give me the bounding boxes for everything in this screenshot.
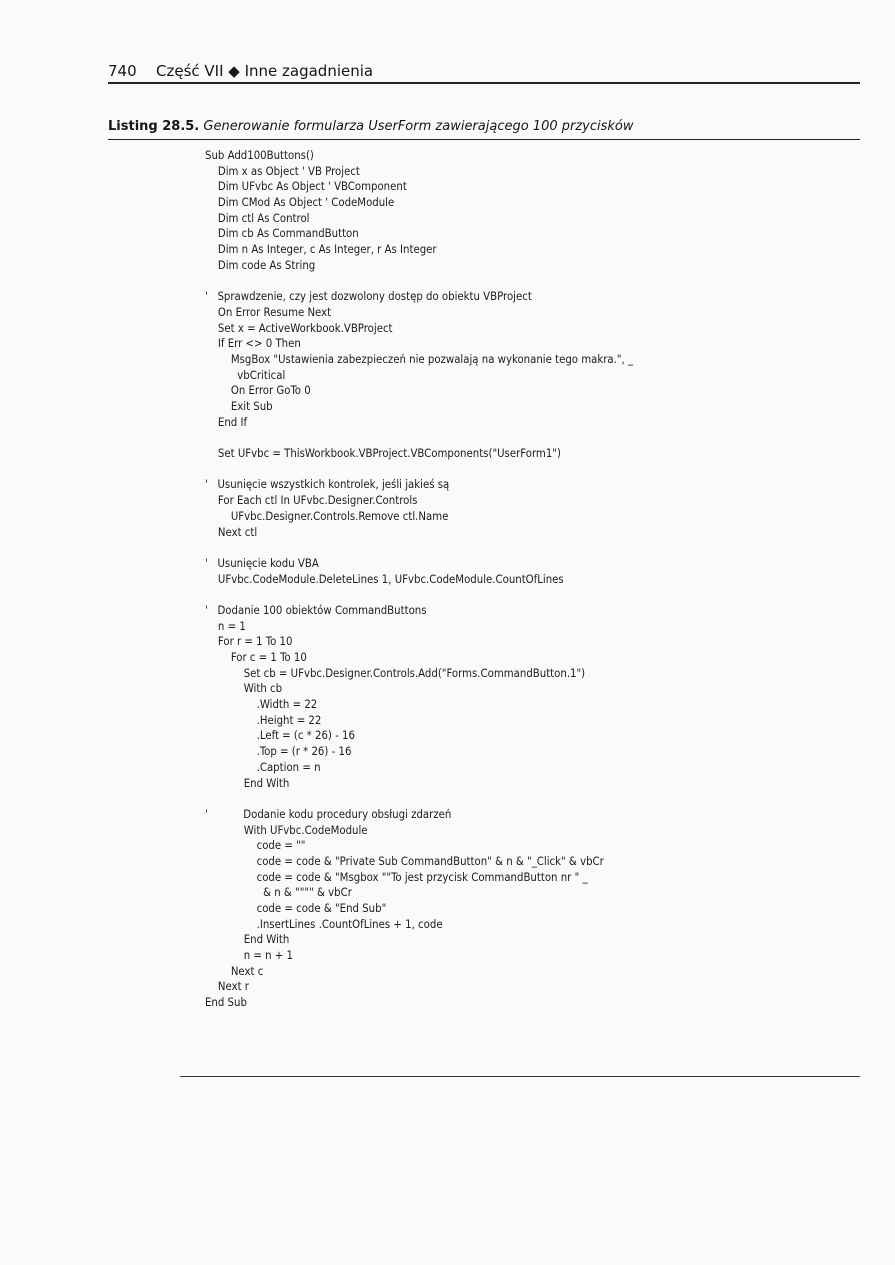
code-line: Dim code As String xyxy=(205,258,316,272)
code-line xyxy=(205,462,633,478)
code-line xyxy=(205,587,633,603)
code-line: .InsertLines .CountOfLines + 1, code xyxy=(205,917,443,931)
code-line: .Left = (c * 26) - 16 xyxy=(205,729,355,743)
code-line: code = code & "Private Sub CommandButton" & n & "_Click" & vbCr xyxy=(205,854,604,868)
code-line: Next r xyxy=(205,980,249,994)
code-line: End If xyxy=(205,415,248,429)
code-line: UFvbc.Designer.Controls.Remove ctl.Name xyxy=(205,509,449,523)
code-line: On Error GoTo 0 xyxy=(205,384,311,398)
code-line: UFvbc.CodeModule.DeleteLines 1, UFvbc.CodeModule.CountOfLines xyxy=(205,572,564,586)
listing-label: Listing 28.5. xyxy=(108,119,200,134)
code-line: ' Dodanie 100 obiektów CommandButtons xyxy=(205,603,427,617)
code-line: If Err <> 0 Then xyxy=(205,337,301,351)
code-line: Dim UFvbc As Object ' VBComponent xyxy=(205,180,407,194)
running-title: Część VII ◆ Inne zagadnienia xyxy=(156,62,374,80)
listing-end-rule xyxy=(180,1076,860,1077)
code-line xyxy=(205,274,633,290)
code-line: Next ctl xyxy=(205,525,258,539)
code-line xyxy=(205,540,633,556)
code-line: Set cb = UFvbc.Designer.Controls.Add("Forms.CommandButton.1") xyxy=(205,666,586,680)
code-line: ' Usunięcie kodu VBA xyxy=(205,556,319,570)
listing-caption xyxy=(108,119,860,134)
code-line: Dim CMod As Object ' CodeModule xyxy=(205,196,395,210)
code-line: Dim cb As CommandButton xyxy=(205,227,359,241)
code-line: Next c xyxy=(205,964,264,978)
caption-rule xyxy=(108,139,860,140)
code-line: End With xyxy=(205,933,290,947)
code-line: For c = 1 To 10 xyxy=(205,651,307,664)
code-line xyxy=(205,791,633,807)
code-line: & n & """" & vbCr xyxy=(205,886,352,900)
code-line: MsgBox "Ustawienia zabezpieczeń nie pozwalają na wykonanie tego makra.", _ xyxy=(205,352,634,366)
code-line: .Caption = n xyxy=(205,760,321,774)
code-line: On Error Resume Next xyxy=(205,305,332,319)
code-line: Sub Add100Buttons() xyxy=(205,149,314,162)
code-line: ' Usunięcie wszystkich kontrolek, jeśli jakieś są xyxy=(205,478,450,492)
page-number: 740 xyxy=(108,62,137,80)
code-line: Exit Sub xyxy=(205,400,273,413)
code-line: End With xyxy=(205,776,290,790)
code-line xyxy=(205,430,633,446)
code-line: code = code & "Msgbox ""To jest przycisk CommandButton nr " _ xyxy=(205,870,588,884)
code-line: code = "" xyxy=(205,839,306,853)
code-line: Set UFvbc = ThisWorkbook.VBProject.VBComponents("UserForm1") xyxy=(205,447,561,461)
code-line: Dim n As Integer, c As Integer, r As Integer xyxy=(205,243,437,257)
code-line: With UFvbc.CodeModule xyxy=(205,823,368,837)
code-listing xyxy=(205,148,633,1011)
code-line: ' Dodanie kodu procedury obsługi zdarzeń xyxy=(205,807,452,821)
code-line: .Top = (r * 26) - 16 xyxy=(205,745,352,759)
listing-title: Generowanie formularza UserForm zawierającego 100 przycisków xyxy=(203,119,634,134)
code-line: For Each ctl In UFvbc.Designer.Controls xyxy=(205,494,418,508)
code-line: n = n + 1 xyxy=(205,949,294,963)
code-line: For r = 1 To 10 xyxy=(205,635,293,649)
code-line: n = 1 xyxy=(205,619,246,633)
code-line: ' Sprawdzenie, czy jest dozwolony dostęp do obiektu VBProject xyxy=(205,290,532,304)
code-line: End Sub xyxy=(205,996,247,1010)
code-line: vbCritical xyxy=(205,368,286,382)
page-header xyxy=(108,62,860,84)
code-line: Dim x as Object ' VB Project xyxy=(205,164,360,178)
code-line: With cb xyxy=(205,682,283,696)
code-line: .Width = 22 xyxy=(205,698,318,712)
code-line: Dim ctl As Control xyxy=(205,211,310,225)
code-line: .Height = 22 xyxy=(205,713,322,727)
header-rule xyxy=(108,82,860,84)
code-line: code = code & "End Sub" xyxy=(205,902,387,915)
code-line: Set x = ActiveWorkbook.VBProject xyxy=(205,321,393,335)
